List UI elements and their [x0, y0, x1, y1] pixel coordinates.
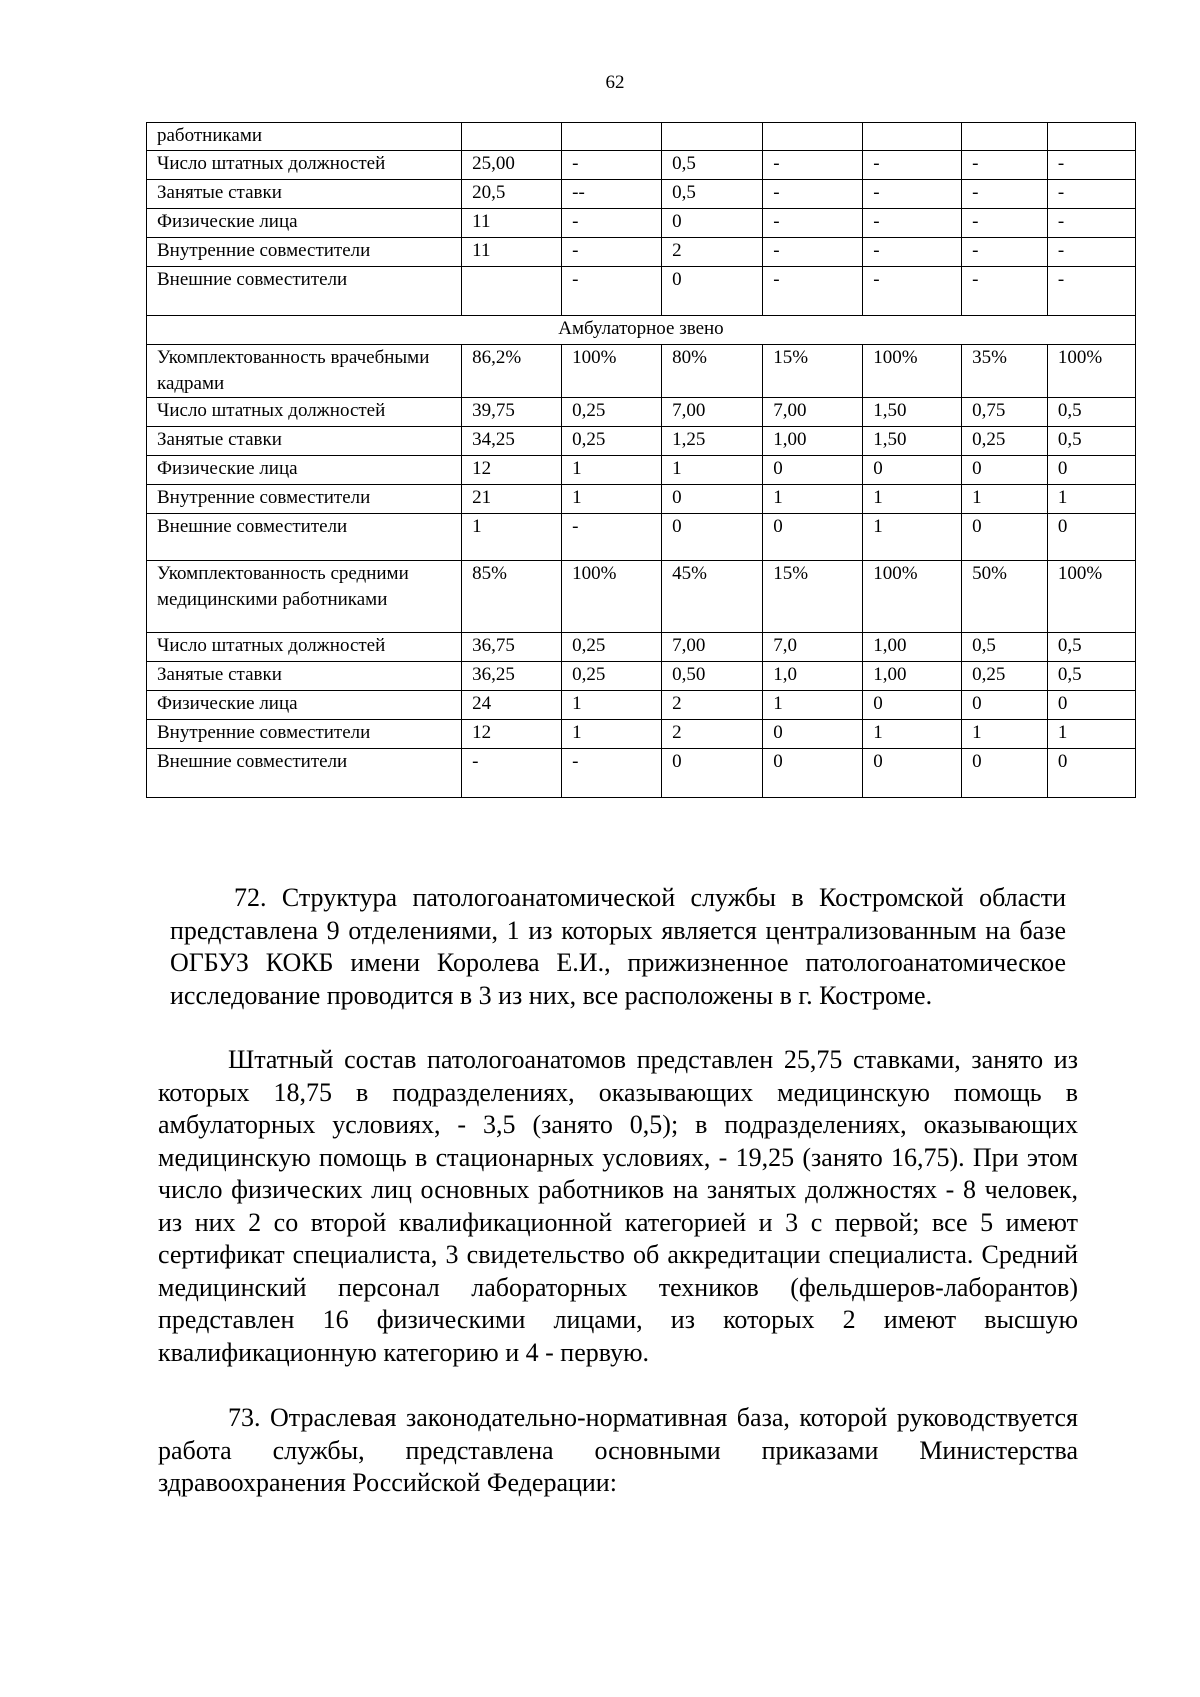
value-cell: 0 — [962, 749, 1048, 798]
table-row — [147, 691, 1136, 720]
value-cell: 7,0 — [763, 633, 863, 662]
value-cell: 1 — [863, 514, 962, 561]
value-cell: 0 — [763, 456, 863, 485]
value-cell: 0,50 — [662, 662, 763, 691]
row-label-cell: Занятые ставки — [147, 662, 462, 691]
value-cell: - — [863, 238, 962, 267]
value-cell: 0 — [1047, 456, 1135, 485]
row-label-cell: Физические лица — [147, 691, 462, 720]
row-label-cell: Занятые ставки — [147, 427, 462, 456]
paragraph-73-text: 73. Отраслевая законодательно-нормативная база, которой руководствуется работа службы, представлена основными приказами Министерства здравоохранения Российской Федерации: — [158, 1403, 1078, 1497]
value-cell: 100% — [562, 561, 662, 633]
value-cell: 0 — [1047, 514, 1135, 561]
row-label-cell: Физические лица — [147, 209, 462, 238]
table-row — [147, 123, 1136, 151]
paragraph-staffing — [158, 1044, 1078, 1369]
table-row — [147, 633, 1136, 662]
value-cell: 20,5 — [462, 180, 562, 209]
value-cell: 1 — [863, 485, 962, 514]
value-cell: 0 — [662, 267, 763, 316]
value-cell: 0 — [763, 749, 863, 798]
value-cell: 25,00 — [462, 151, 562, 180]
value-cell: -- — [562, 180, 662, 209]
staffing-table — [146, 122, 1136, 798]
row-label-cell: Внешние совместители — [147, 749, 462, 798]
value-cell: - — [562, 209, 662, 238]
value-cell: - — [863, 267, 962, 316]
value-cell: 50% — [962, 561, 1048, 633]
value-cell: 100% — [863, 345, 962, 398]
row-label-cell: работниками — [147, 123, 462, 151]
value-cell — [462, 267, 562, 316]
value-cell: 0,25 — [962, 662, 1048, 691]
value-cell — [1047, 123, 1135, 151]
value-cell: 80% — [662, 345, 763, 398]
value-cell: - — [763, 151, 863, 180]
value-cell: 0,5 — [1047, 633, 1135, 662]
table-row — [147, 238, 1136, 267]
row-label-cell: Внешние совместители — [147, 267, 462, 316]
row-label-cell: Физические лица — [147, 456, 462, 485]
value-cell: 36,25 — [462, 662, 562, 691]
value-cell: 0,25 — [962, 427, 1048, 456]
value-cell: 1,50 — [863, 427, 962, 456]
value-cell: 1 — [763, 691, 863, 720]
value-cell: 1 — [562, 485, 662, 514]
value-cell: 1 — [562, 691, 662, 720]
value-cell: - — [1047, 209, 1135, 238]
value-cell: 0 — [763, 514, 863, 561]
row-label-cell: Укомплектованность средними медицинскими работниками — [147, 561, 462, 633]
value-cell: 21 — [462, 485, 562, 514]
value-cell: 0 — [1047, 691, 1135, 720]
value-cell: - — [962, 209, 1048, 238]
value-cell: 12 — [462, 720, 562, 749]
value-cell: - — [562, 749, 662, 798]
value-cell: 0,25 — [562, 398, 662, 427]
value-cell: - — [562, 151, 662, 180]
value-cell: 1 — [863, 720, 962, 749]
value-cell: - — [962, 238, 1048, 267]
value-cell: - — [863, 151, 962, 180]
row-label-cell: Внутренние совместители — [147, 485, 462, 514]
value-cell: 1,00 — [763, 427, 863, 456]
value-cell: 7,00 — [662, 633, 763, 662]
table-row — [147, 561, 1136, 633]
value-cell: 1,25 — [662, 427, 763, 456]
value-cell: - — [763, 209, 863, 238]
value-cell: 2 — [662, 238, 763, 267]
value-cell: 0 — [863, 691, 962, 720]
value-cell: 100% — [562, 345, 662, 398]
value-cell: 0 — [962, 514, 1048, 561]
value-cell: 0 — [662, 209, 763, 238]
value-cell: 0 — [863, 456, 962, 485]
value-cell: 1 — [763, 485, 863, 514]
value-cell: 15% — [763, 561, 863, 633]
value-cell: 39,75 — [462, 398, 562, 427]
value-cell: - — [962, 151, 1048, 180]
value-cell — [763, 123, 863, 151]
row-label-cell: Число штатных должностей — [147, 633, 462, 662]
table-row — [147, 345, 1136, 398]
value-cell: 1 — [1047, 485, 1135, 514]
paragraph-72-text: 72. Структура патологоанатомической службы в Костромской области представлена 9 отделениями, 1 из которых является централизованным на базе ОГБУЗ КОКБ имени Королева Е.И., прижизненное патологоанатомическое исследование проводится в 3 из них, все расположены в г. Костроме. — [170, 883, 1066, 1010]
value-cell: 100% — [1047, 345, 1135, 398]
row-label-cell: Число штатных должностей — [147, 398, 462, 427]
table-row — [147, 514, 1136, 561]
paragraph-staffing-text: Штатный состав патологоанатомов представлен 25,75 ставками, занято из которых 18,75 в подразделениях, оказывающих медицинскую помощь в амбулаторных условиях, - 3,5 (занято 0,5); в подразделениях, оказывающих медицинскую помощь в стационарных условиях, - 19,25 (занято 16,75). При этом число физических лиц основных работников на занятых должностях - 8 человек, из них 2 со второй квалификационной категорией и 3 с первой; все 5 имеют сертификат специалиста, 3 свидетельство об аккредитации специалиста. Средний медицинский персонал лабораторных техников (фельдшеров-лаборантов) представлен 16 физическими лицами, из которых 2 имеют высшую квалификационную категорию и 4 - первую. — [158, 1045, 1078, 1367]
value-cell: 11 — [462, 209, 562, 238]
value-cell: 0 — [962, 456, 1048, 485]
value-cell: 11 — [462, 238, 562, 267]
value-cell: 12 — [462, 456, 562, 485]
value-cell: - — [562, 514, 662, 561]
table-row — [147, 456, 1136, 485]
value-cell: 1 — [462, 514, 562, 561]
value-cell: - — [1047, 151, 1135, 180]
value-cell: 45% — [662, 561, 763, 633]
value-cell — [962, 123, 1048, 151]
value-cell: 0 — [662, 514, 763, 561]
value-cell — [562, 123, 662, 151]
value-cell: 0,5 — [962, 633, 1048, 662]
value-cell: 0,5 — [1047, 662, 1135, 691]
value-cell: - — [1047, 238, 1135, 267]
value-cell: - — [763, 238, 863, 267]
value-cell: 0,25 — [562, 427, 662, 456]
paragraph-72 — [170, 882, 1066, 1012]
table-row — [147, 151, 1136, 180]
table-row — [147, 427, 1136, 456]
value-cell: 0 — [863, 749, 962, 798]
value-cell: 0,5 — [662, 180, 763, 209]
value-cell: 34,25 — [462, 427, 562, 456]
value-cell: - — [763, 267, 863, 316]
row-label-cell: Внешние совместители — [147, 514, 462, 561]
value-cell: 0 — [662, 749, 763, 798]
value-cell: 7,00 — [662, 398, 763, 427]
value-cell: 2 — [662, 720, 763, 749]
value-cell: - — [562, 267, 662, 316]
value-cell: 1 — [562, 456, 662, 485]
row-label-cell: Внутренние совместители — [147, 238, 462, 267]
page-number: 62 — [605, 72, 625, 93]
value-cell: 36,75 — [462, 633, 562, 662]
row-label-cell: Число штатных должностей — [147, 151, 462, 180]
value-cell: 1,50 — [863, 398, 962, 427]
value-cell: 24 — [462, 691, 562, 720]
table-row — [147, 398, 1136, 427]
value-cell: - — [863, 180, 962, 209]
value-cell: 85% — [462, 561, 562, 633]
value-cell — [863, 123, 962, 151]
value-cell: 0 — [962, 691, 1048, 720]
value-cell: 1 — [662, 456, 763, 485]
value-cell — [462, 123, 562, 151]
table-section-row — [147, 316, 1136, 345]
value-cell: 0,75 — [962, 398, 1048, 427]
value-cell: 0,5 — [1047, 398, 1135, 427]
table-row — [147, 180, 1136, 209]
value-cell: 2 — [662, 691, 763, 720]
table-row — [147, 662, 1136, 691]
value-cell: 7,00 — [763, 398, 863, 427]
value-cell: - — [962, 180, 1048, 209]
value-cell: 0 — [1047, 749, 1135, 798]
table-row — [147, 485, 1136, 514]
value-cell: - — [562, 238, 662, 267]
value-cell: 1 — [962, 485, 1048, 514]
staffing-table-body — [147, 123, 1136, 798]
value-cell: - — [962, 267, 1048, 316]
value-cell: 100% — [1047, 561, 1135, 633]
section-title-cell: Амбулаторное звено — [147, 316, 1136, 345]
value-cell: 1 — [562, 720, 662, 749]
table-row — [147, 267, 1136, 316]
value-cell: 1 — [1047, 720, 1135, 749]
row-label-cell: Укомплектованность врачебными кадрами — [147, 345, 462, 398]
value-cell: 100% — [863, 561, 962, 633]
value-cell: 15% — [763, 345, 863, 398]
value-cell: - — [863, 209, 962, 238]
table-row — [147, 209, 1136, 238]
value-cell: - — [1047, 180, 1135, 209]
row-label-cell: Занятые ставки — [147, 180, 462, 209]
value-cell: 0 — [662, 485, 763, 514]
value-cell: 0,5 — [662, 151, 763, 180]
value-cell: 35% — [962, 345, 1048, 398]
paragraph-73 — [158, 1402, 1078, 1500]
value-cell: 1 — [962, 720, 1048, 749]
value-cell: 0,25 — [562, 633, 662, 662]
table-row — [147, 720, 1136, 749]
table-row — [147, 749, 1136, 798]
value-cell: - — [763, 180, 863, 209]
value-cell: 1,0 — [763, 662, 863, 691]
value-cell: 0,5 — [1047, 427, 1135, 456]
value-cell: - — [462, 749, 562, 798]
value-cell: 0 — [763, 720, 863, 749]
value-cell: 0,25 — [562, 662, 662, 691]
value-cell: - — [1047, 267, 1135, 316]
row-label-cell: Внутренние совместители — [147, 720, 462, 749]
value-cell: 86,2% — [462, 345, 562, 398]
value-cell — [662, 123, 763, 151]
value-cell: 1,00 — [863, 662, 962, 691]
value-cell: 1,00 — [863, 633, 962, 662]
